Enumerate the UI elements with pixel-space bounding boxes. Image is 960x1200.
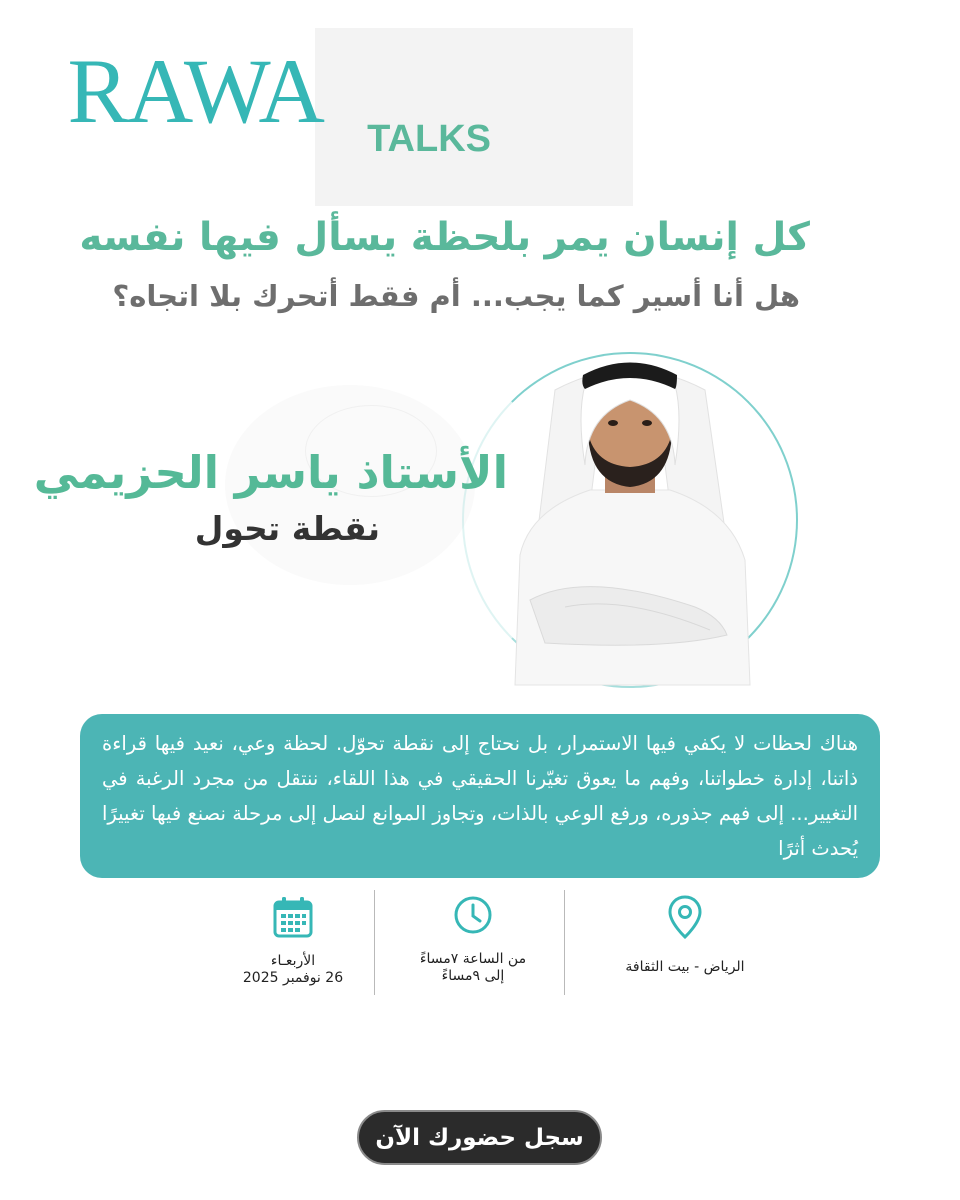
- location-text: الرياض - بيت الثقافة: [625, 959, 745, 975]
- brand-logo: [67, 28, 633, 206]
- subheadline: هل أنا أسير كما يجب... أم فقط أتحرك بلا اتجاه؟: [112, 279, 800, 313]
- description-box: [80, 714, 880, 878]
- time-start: من الساعة ٧مساءً: [419, 951, 527, 967]
- rawa-talks-logo: [67, 28, 633, 206]
- date-full: 26 نوفمبر 2025: [242, 970, 344, 986]
- speaker-name: الأستاذ ياسر الحزيمي: [33, 446, 508, 499]
- divider: [564, 890, 565, 995]
- date-day: الأربعـاء: [270, 953, 316, 969]
- location-info: [600, 895, 770, 976]
- brand-name: RAWA: [67, 40, 323, 142]
- speaker-photo: [505, 345, 755, 685]
- calendar-icon: [272, 895, 314, 939]
- clock-icon: [453, 895, 493, 935]
- headline: كل إنسان يمر بلحظة يسأل فيها نفسه: [79, 215, 810, 260]
- register-button[interactable]: سجل حضورك الآن: [357, 1110, 602, 1165]
- time-info: [388, 895, 558, 985]
- description-text: هناك لحظات لا يكفي فيها الاستمرار، بل نحتاج إلى نقطة تحوّل. لحظة وعي، نعيد فيها قراءة ذاتنا، إدارة خطواتنا، وفهم ما يعوق تغيّرنا الحقيقي في هذا اللقاء، ننتقل من مجرد الرغبة في التغيير... إلى فهم جذوره، ورفع الوعي بالذات، وتجاوز الموانع لنصل إلى مرحلة نصنع فيها تغييرًا يُحدث أثرًا: [102, 732, 858, 860]
- date-info: [208, 895, 378, 987]
- brand-tagline: TALKS: [367, 118, 491, 160]
- time-end: إلى ٩مساءً: [441, 968, 505, 984]
- talk-title: نقطة تحول: [194, 509, 380, 548]
- location-pin-icon: [667, 895, 703, 939]
